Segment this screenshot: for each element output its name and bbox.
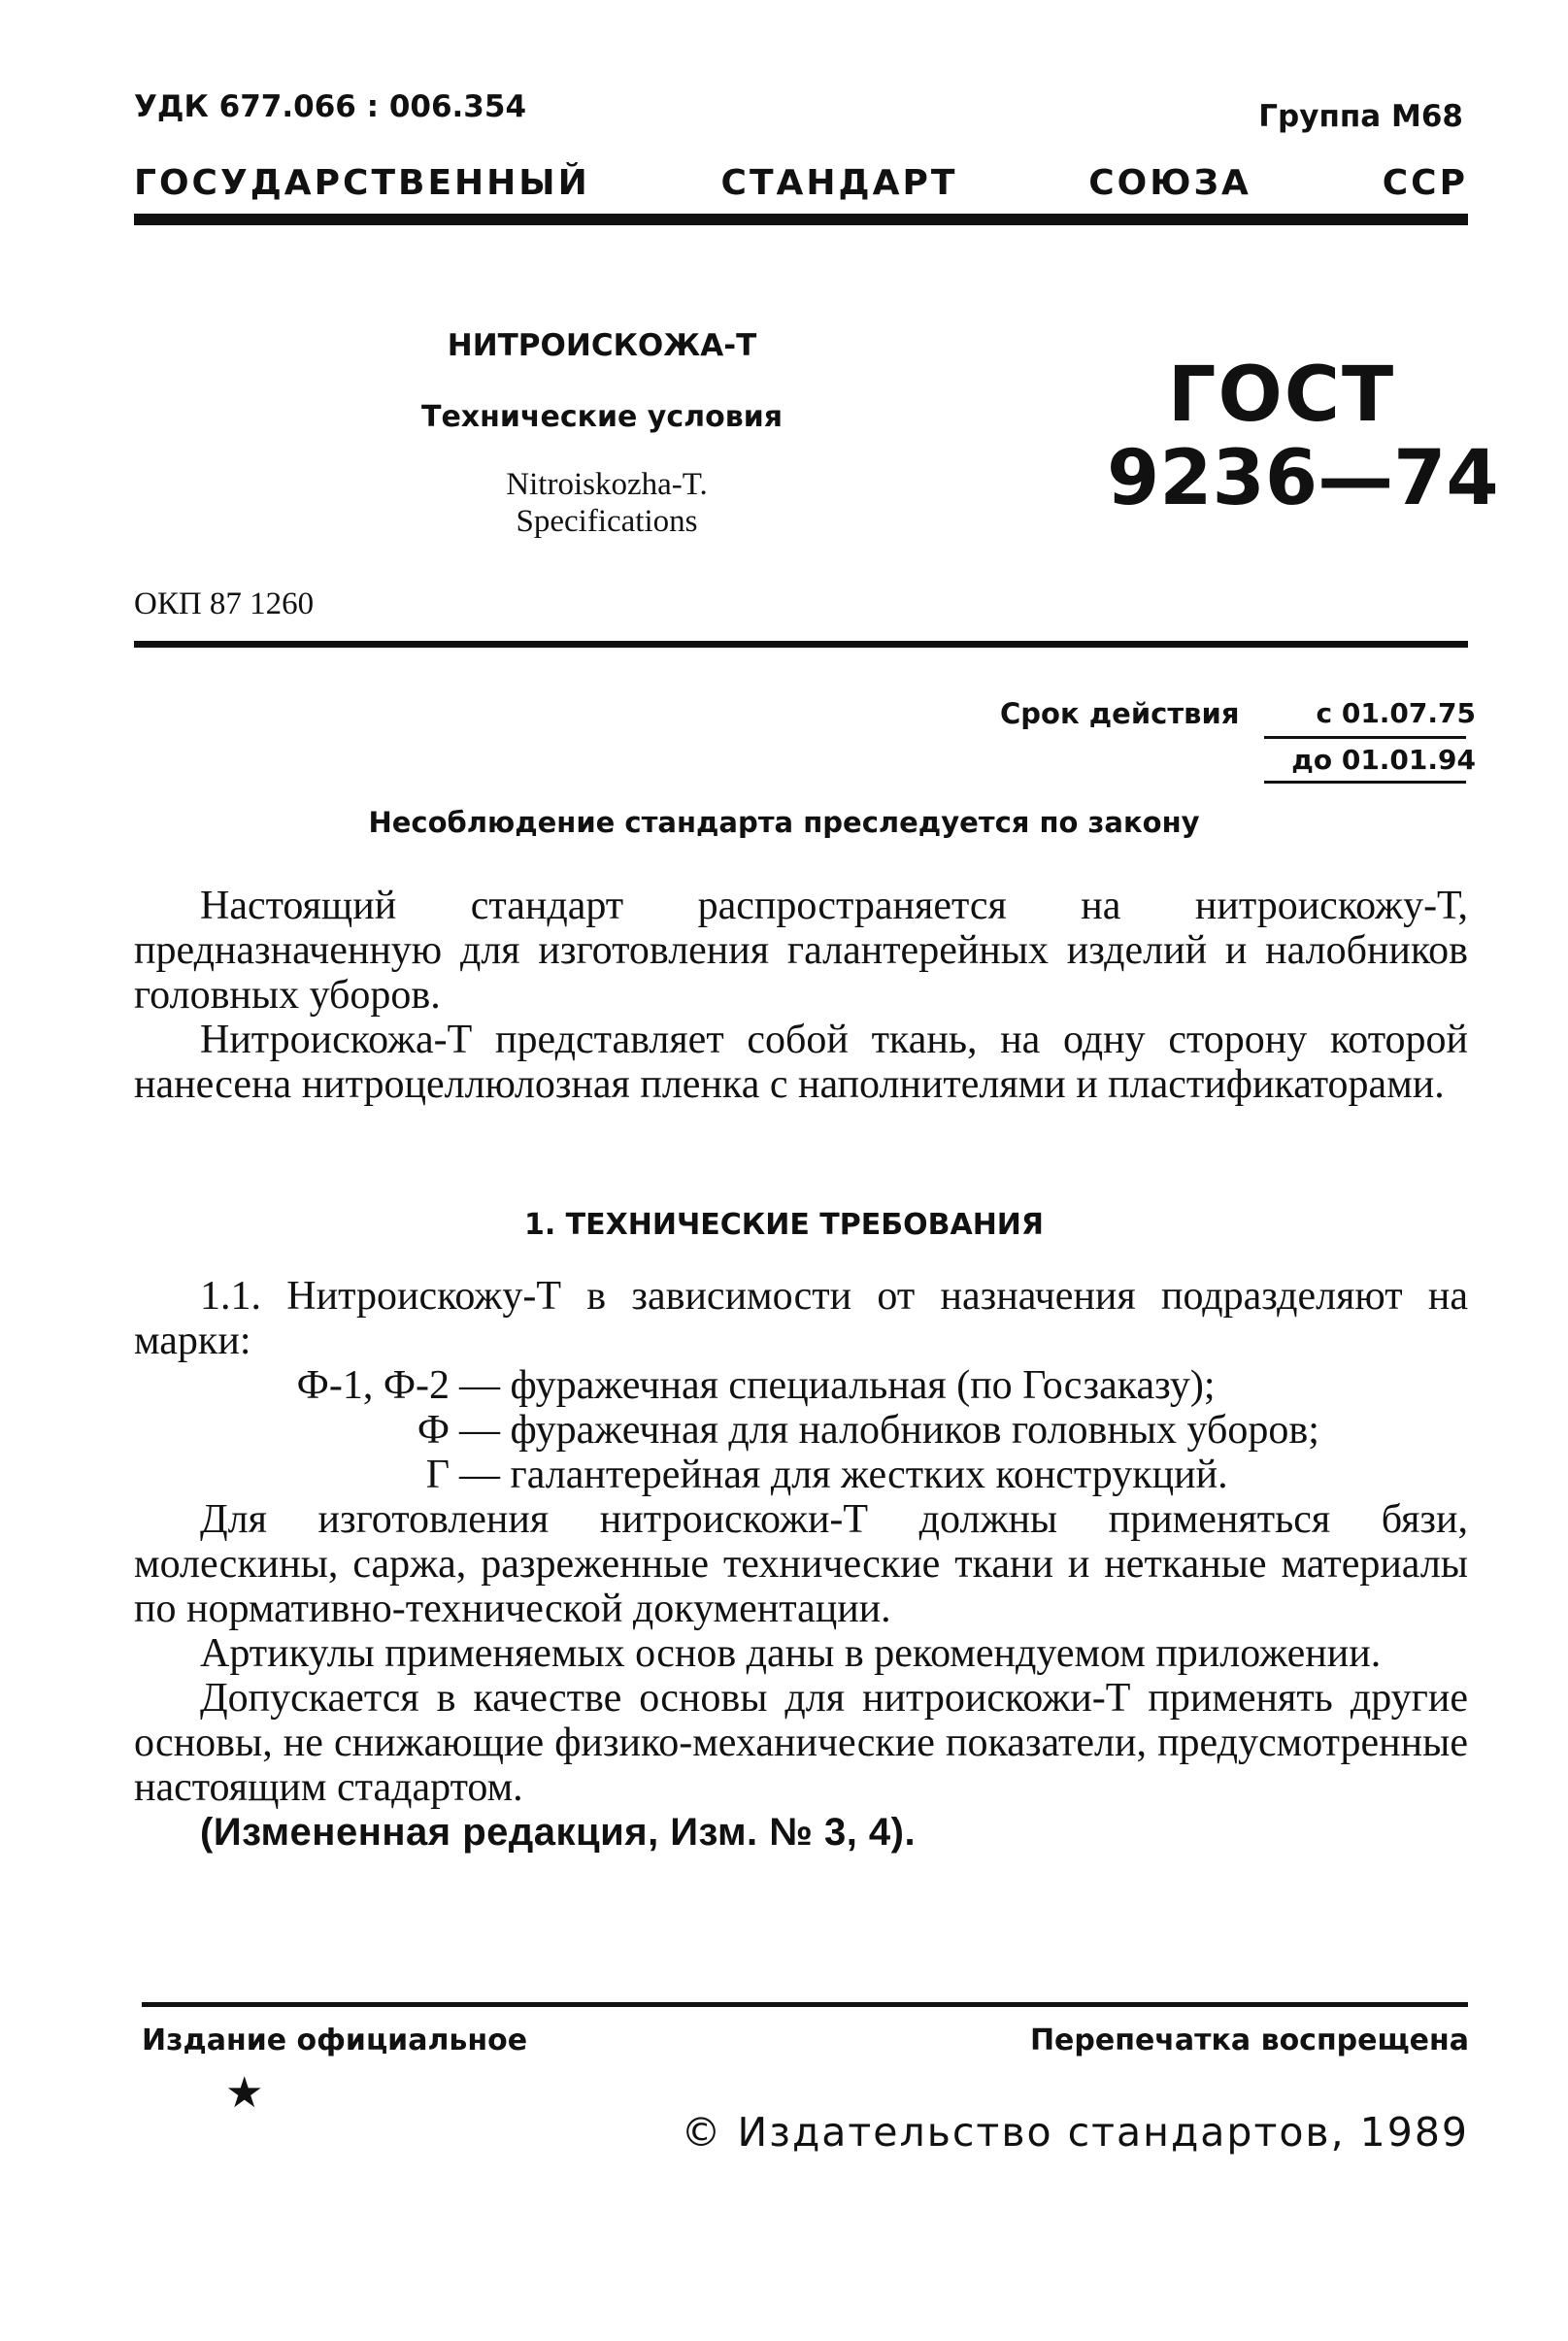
document-subtitle: Технические условия — [421, 400, 783, 434]
gost-label: ГОСТ — [1167, 351, 1396, 439]
reprint-prohibited: Перепечатка воспрещена — [1029, 2023, 1469, 2057]
group-code: Группа М68 — [1258, 99, 1463, 134]
banner-word: СОЮЗА — [1088, 163, 1251, 203]
intro-paragraph: Настоящий стандарт распространяется на нитроискожу-Т, предназначенную для изготовления галантерейных изделий и налобников головных уборов. — [134, 884, 1468, 1018]
amendment-note: (Измененная редакция, Изм. № 3, 4). — [200, 1811, 917, 1854]
official-edition: Издание официальное — [142, 2023, 528, 2057]
section-heading: 1. ТЕХНИЧЕСКИЕ ТРЕБОВАНИЯ — [523, 1208, 1045, 1242]
banner-word: СТАНДАРТ — [720, 163, 958, 203]
law-warning: Несоблюдение стандарта преследуется по закону — [368, 806, 1200, 839]
validity-label: Срок действия — [1000, 697, 1240, 730]
state-standard-banner — [134, 163, 1468, 203]
document-title-english — [427, 466, 786, 540]
grade-code: Ф — [417, 1408, 450, 1453]
grade-description: — галантерейная для жестких конструкций. — [459, 1453, 1228, 1497]
body-paragraph: Для изготовления нитроискожи-Т должны применяться бязи, молескины, саржа, разреженные технические ткани и нетканые материалы по нормативно-технической документации. — [134, 1497, 1468, 1631]
clause-1-1: 1.1. Нитроискожу-Т в зависимости от назначения подразделяют на марки: — [134, 1274, 1468, 1363]
star-icon: ★ — [225, 2068, 264, 2118]
grade-item — [134, 1453, 1468, 1497]
udc-code: УДК 677.066 : 006.354 — [134, 89, 527, 124]
intro-paragraph: Нитроискожа-Т представляет собой ткань, на одну сторону которой нанесена нитроцеллюлозная пленка с наполнителями и пластификаторами. — [134, 1018, 1468, 1107]
section1-body — [134, 1497, 1468, 1855]
grade-item — [134, 1363, 1468, 1408]
grade-description: — фуражечная для налобников головных уборов; — [459, 1408, 1319, 1453]
title-rule — [134, 641, 1468, 648]
header-rule — [134, 214, 1468, 225]
body-paragraph: Артикулы применяемых основ даны в рекомендуемом приложении. — [200, 1631, 1382, 1676]
intro-text — [134, 884, 1468, 1107]
grade-code: Г — [425, 1453, 450, 1497]
validity-underline — [1264, 736, 1466, 739]
footer-rule — [142, 2002, 1468, 2007]
grades-list — [134, 1363, 1468, 1497]
section1-intro — [134, 1274, 1468, 1363]
banner-word: ССР — [1382, 163, 1468, 203]
validity-to: до 01.01.94 — [1291, 744, 1476, 776]
banner-word: ГОСУДАРСТВЕННЫЙ — [134, 163, 590, 203]
document-title: НИТРОИСКОЖА-Т — [447, 328, 757, 363]
title-en-line: Specifications — [516, 504, 698, 539]
grade-description: — фуражечная специальная (по Госзаказу); — [459, 1363, 1216, 1408]
okp-code: ОКП 87 1260 — [134, 586, 315, 621]
title-en-line: Nitroiskozha-T. — [506, 467, 708, 502]
grade-item — [134, 1408, 1468, 1453]
body-paragraph: Допускается в качестве основы для нитроискожи-Т применять другие основы, не снижающие физико-механические показатели, предусмотренные настоящим стадартом. — [134, 1676, 1468, 1810]
validity-from: с 01.07.75 — [1316, 697, 1476, 729]
publisher-copyright: © Издательство стандартов, 1989 — [681, 2109, 1469, 2156]
validity-underline — [1264, 781, 1466, 784]
gost-number: 9236—74 — [1107, 435, 1499, 522]
grade-code: Ф-1, Ф-2 — [296, 1363, 450, 1408]
